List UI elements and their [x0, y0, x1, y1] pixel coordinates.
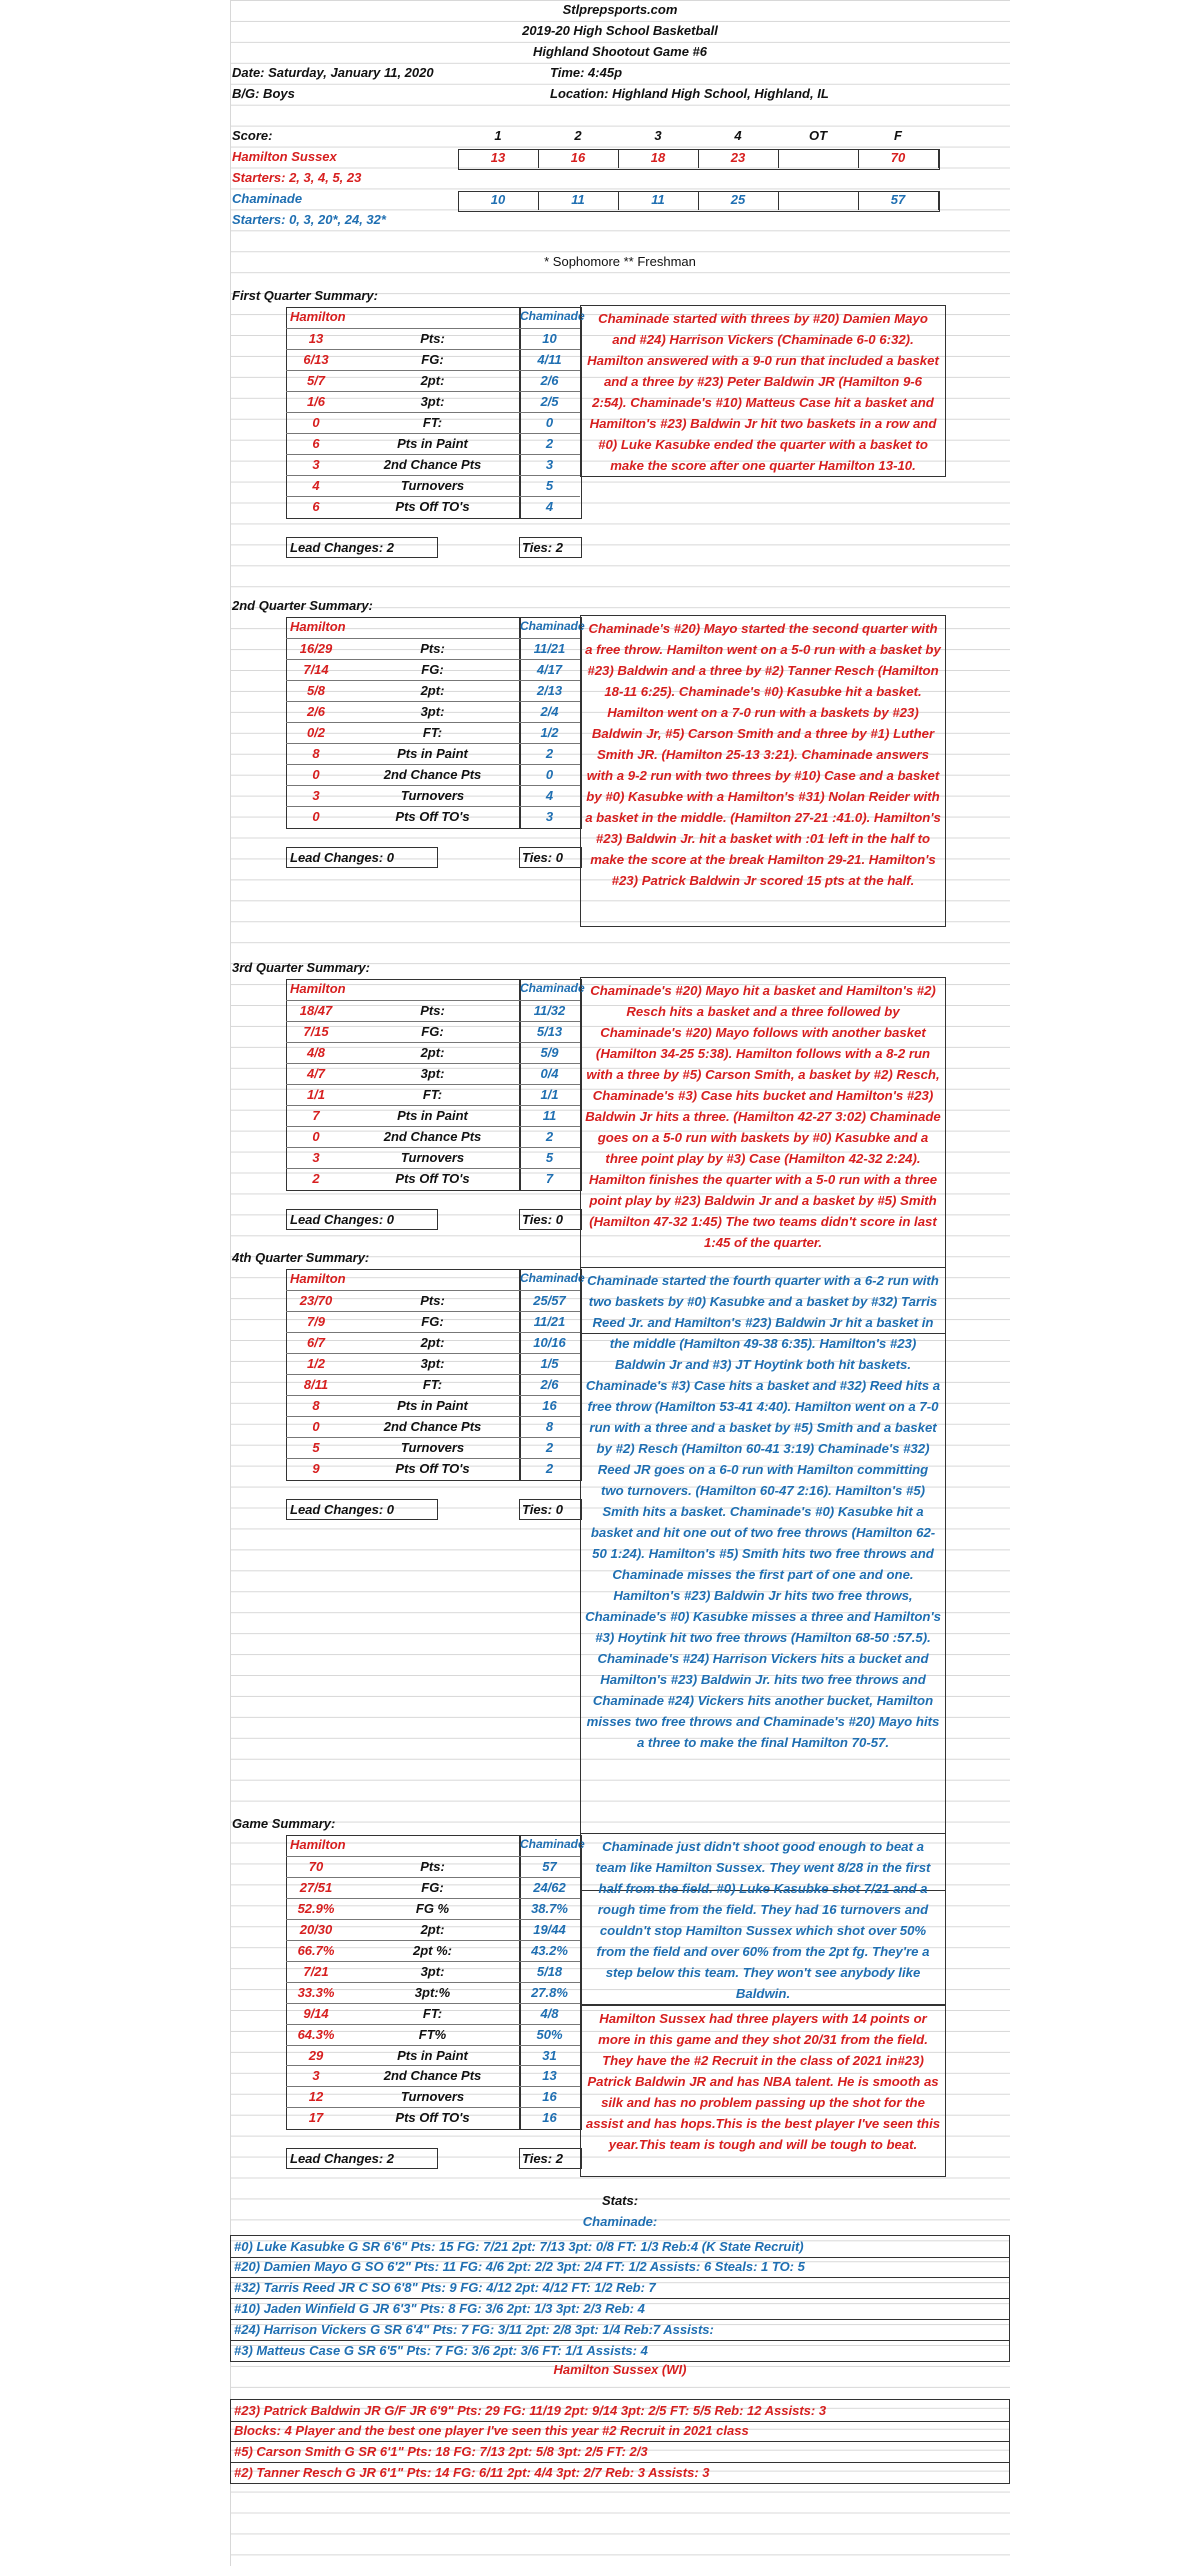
home-stat-value: 8/11 [303, 1376, 329, 1392]
quarter-narrative: Chaminade's #20) Mayo started the second quarter with a free throw. Hamilton went on a 5-0 run with a basket by #23) Baldwin and a three by #2) Tanner Resch (Hamilton 18-11 6:25). Chaminade's #0) Kasubke hit a basket. Hamilton went on a 7-0 run with a baskets by #23) Baldwin Jr, #5) Carson Smith and a three by #1) Luther Smith JR. (Hamilton 25-13 3:21). Chaminade answers with a 9-2 run with two threes by #10) Case and a basket by #0) Kasubke with a Hamilton's #31) Nolan Reider with a basket in the middle. (Hamilton 27-21 :41.0). Hamilton's #23) Baldwin Jr. hit a basket with :01 left in the half to make the score at the break Hamilton 29-21. Hamilton's #23) Patrick Baldwin Jr scored 15 pts at the half. [580, 615, 946, 927]
stat-label: 2nd Chance Pts [383, 2068, 482, 2084]
home-stat-value: 33.3% [297, 1984, 335, 2000]
row-divider [286, 370, 580, 371]
away-stat-value: 5 [545, 1149, 554, 1165]
score-period-header: F [894, 128, 902, 143]
row-divider [286, 1290, 580, 1291]
away-stat-value: 16 [542, 2089, 557, 2105]
home-stat-value: 2/6 [306, 703, 326, 719]
away-stat-value: 3 [545, 808, 554, 824]
away-stat-value: 5 [545, 477, 554, 493]
home-starters: Starters: 2, 3, 4, 5, 23 [232, 170, 362, 185]
home-stat-value: 7/21 [303, 1963, 329, 1979]
player-stat-line: #2) Tanner Resch G JR 6'1" Pts: 14 FG: 6/11 2pt: 4/4 3pt: 2/7 Reb: 3 Assists: 3 [230, 2462, 1010, 2484]
score-period-header: 1 [494, 128, 502, 143]
home-col-header: Hamilton [290, 619, 346, 634]
home-stat-value: 3 [312, 456, 320, 472]
stat-label: Pts in Paint [397, 1107, 468, 1123]
row-divider [286, 1898, 580, 1899]
away-stat-value: 2 [545, 1128, 554, 1144]
row-divider [286, 1961, 580, 1962]
away-stat-value: 24/62 [533, 1879, 566, 1895]
home-stat-value: 7/15 [303, 1023, 329, 1039]
home-stat-value: 6 [312, 498, 320, 514]
score-cell: 16 [538, 150, 619, 168]
home-col-header: Hamilton [290, 1837, 346, 1852]
away-stat-value: 11/21 [533, 640, 566, 656]
home-stat-value: 8 [312, 1397, 320, 1413]
away-stat-value: 0/4 [540, 1065, 559, 1081]
score-cell: 25 [698, 192, 779, 210]
row-divider [286, 2107, 580, 2108]
away-stat-value: 4 [545, 498, 554, 514]
away-team-name: Chaminade [232, 191, 303, 206]
home-stat-value: 0 [312, 1128, 320, 1144]
home-stat-value: 29 [308, 2047, 324, 2063]
row-divider [286, 2065, 580, 2066]
stat-label: FT: [422, 1086, 443, 1102]
ties: Ties: 0 [522, 1501, 563, 1517]
stat-label: Turnovers [400, 787, 465, 803]
stat-label: Turnovers [400, 1149, 465, 1165]
quarter-narrative: Chaminade started the fourth quarter with a 6-2 run with two baskets by #0) Kasubke and a basket by #32) Tarris Reed Jr. and Hamilton's #23) Baldwin Jr hit a basket in the middle (Hamilton 49-38 6:35). Hamilton's #23) Baldwin Jr and #3) JT Hoytink both hit baskets. Chaminade's #3) Case hits a basket and #32) Reed hits a free throw (Hamilton 53-41 4:40). Hamilton went on a 7-0 run with a three and a basket by #5) Smith and a basket by #2) Resch (Hamilton 60-41 3:19) Chaminade's #32) Reed JR goes on a 6-0 run with Hamilton committing two turnovers. (Hamilton 60-47 2:16). Hamilton's #5) Smith hits a basket. Chaminade's #0) Kasubke hit a basket and hit one out of two free throws (Hamilton 62-50 1:24). Hamilton's #5) Smith hits two free throws and Chaminade misses the first part of one and one. Hamilton's #23) Baldwin Jr hits two free throws, Chaminade's #0) Kasubke misses a three and Hamilton's #3) Hoytink hit two free throws (Hamilton 68-50 :57.5). Chaminade's #24) Harrison Vickers hits a bucket and Hamilton's #23) Baldwin Jr. hits two free throws and Chaminade #24) Vickers hits another bucket, Hamilton misses two free throws and Chaminade's #20) Mayo hits a three to make the final Hamilton 70-57. [580, 1267, 946, 1891]
home-stat-value: 0 [312, 766, 320, 782]
row-divider [286, 1374, 580, 1375]
stat-label: Pts: [420, 640, 445, 656]
away-stat-value: 50% [536, 2026, 563, 2042]
stat-label: 2nd Chance Pts [383, 456, 482, 472]
player-stat-line: #32) Tarris Reed JR C SO 6'8" Pts: 9 FG: 4/12 2pt: 4/12 FT: 1/2 Reb: 7 [230, 2277, 1010, 2299]
row-divider [286, 1021, 580, 1022]
home-stat-value: 1/2 [306, 1355, 326, 1371]
home-col-header: Hamilton [290, 1271, 346, 1286]
stat-label: Pts Off TO's [395, 2110, 470, 2126]
stat-label: 3pt: [420, 1355, 445, 1371]
site-title: Stlprepsports.com [562, 2, 678, 17]
row-divider [286, 475, 580, 476]
score-cell: 57 [858, 192, 939, 210]
stat-label: Pts Off TO's [395, 1460, 470, 1476]
stat-label: 2nd Chance Pts [383, 766, 482, 782]
quarter-narrative: Chaminade started with threes by #20) Damien Mayo and #24) Harrison Vickers (Chaminade 6-0 6:32). Hamilton answered with a 9-0 run that included a basket and a three by #23) Peter Baldwin JR (Hamilton 9-6 2:54). Chaminade's #10) Matteus Case hit a basket and Hamilton's #23) Baldwin Jr hit two baskets in a row and #0) Luke Kasubke ended the quarter with a basket to make the score after one quarter Hamilton 13-10. [580, 305, 946, 477]
row-divider [286, 638, 580, 639]
section-title: Game Summary: [232, 1816, 336, 1831]
away-stat-value: 0 [545, 766, 554, 782]
away-stat-value: 5/9 [540, 1044, 559, 1060]
row-divider [286, 496, 580, 497]
score-cell [778, 150, 859, 168]
stat-label: Pts in Paint [397, 1397, 468, 1413]
stat-label: FT% [418, 2026, 447, 2042]
row-divider [286, 2003, 580, 2004]
lead-changes: Lead Changes: 0 [290, 849, 395, 865]
stat-label: FG % [415, 1900, 450, 1916]
ties: Ties: 0 [522, 1211, 563, 1227]
row-divider [286, 1919, 580, 1920]
stat-label: Pts Off TO's [395, 1170, 470, 1186]
row-divider [286, 1353, 580, 1354]
home-stat-value: 3 [312, 787, 320, 803]
home-stat-value: 12 [308, 2089, 324, 2105]
home-stat-value: 52.9% [297, 1900, 335, 1916]
row-divider [286, 1126, 580, 1127]
away-col-header: Chaminade [520, 619, 585, 633]
gender: B/G: Boys [232, 86, 295, 101]
stat-label: Pts in Paint [397, 745, 468, 761]
ties: Ties: 2 [522, 539, 563, 555]
home-stat-value: 17 [308, 2110, 324, 2126]
stat-label: Pts Off TO's [395, 498, 470, 514]
home-stat-value: 6/7 [306, 1334, 326, 1350]
game-date: Date: Saturday, January 11, 2020 [232, 65, 434, 80]
away-stat-value: 10/16 [533, 1334, 566, 1350]
away-stat-value: 11/21 [533, 1313, 566, 1329]
stat-label: FT: [422, 1376, 443, 1392]
score-period-header: OT [808, 128, 828, 143]
row-divider [286, 1437, 580, 1438]
lead-changes: Lead Changes: 2 [290, 539, 395, 555]
away-stats-title: Chaminade: [582, 2214, 658, 2229]
game-narrative-chaminade: Chaminade just didn't shoot good enough to beat a team like Hamilton Sussex. They went 8/28 in the first half from the field. #0) Luke Kasubke shot 7/21 and a rough time from the field. They had 16 turnovers and couldn't stop Hamilton Sussex which shot over 50% from the field and over 60% from the 2pt fg. They're a step below this team. They won't see anybody like Baldwin. [580, 1833, 946, 2005]
stat-label: FG: [421, 1879, 444, 1895]
away-stat-value: 38.7% [531, 1900, 568, 1916]
row-divider [286, 1395, 580, 1396]
row-divider [286, 1063, 580, 1064]
away-stat-value: 43.2% [531, 1942, 568, 1958]
stat-label: 3pt: [420, 1963, 445, 1979]
away-stat-value: 25/57 [533, 1292, 566, 1308]
event-title: Highland Shootout Game #6 [532, 44, 708, 59]
away-stat-value: 8 [545, 1418, 554, 1434]
home-stat-value: 5/7 [306, 372, 326, 388]
away-stat-value: 16 [542, 1397, 557, 1413]
row-divider [286, 701, 580, 702]
away-stat-value: 57 [542, 1858, 557, 1874]
stat-label: Pts in Paint [397, 435, 468, 451]
away-col-header: Chaminade [520, 1271, 585, 1285]
stat-label: 3pt: [420, 1065, 445, 1081]
away-stat-value: 4/11 [537, 351, 562, 367]
home-stat-value: 8 [312, 745, 320, 761]
home-stats-title: Hamilton Sussex (WI) [553, 2362, 687, 2377]
class-legend: * Sophomore ** Freshman [544, 254, 696, 269]
stat-label: Pts Off TO's [395, 808, 470, 824]
row-divider [286, 1332, 580, 1333]
quarter-narrative: Chaminade's #20) Mayo hit a basket and Hamilton's #2) Resch hits a basket and a three followed by Chaminade's #20) Mayo follows with another basket (Hamilton 34-25 5:38). Hamilton follows with a 8-2 run with a three by #5) Carson Smith, a basket by #2) Resch, Chaminade's #3) Case hits bucket and Hamilton's #23) Baldwin Jr hits a three. (Hamilton 42-27 3:02) Chaminade goes on a 5-0 run with baskets by #0) Kasubke and a three point play by #3) Case (Hamilton 42-32 2:24). Hamilton finishes the quarter with a 5-0 run with a three point play by #23) Baldwin Jr and a basket by #5) Smith (Hamilton 47-32 1:45) The two teams didn't score in last 1:45 of the quarter. [580, 977, 946, 1334]
away-col-header: Chaminade [520, 309, 585, 323]
away-stat-value: 4/17 [536, 661, 563, 677]
stat-label: 2pt: [420, 682, 445, 698]
row-divider [286, 328, 580, 329]
lead-changes: Lead Changes: 0 [290, 1211, 395, 1227]
home-stat-value: 9/14 [303, 2005, 329, 2021]
home-stat-value: 1/1 [306, 1086, 326, 1102]
away-stat-value: 10 [542, 330, 557, 346]
away-stat-value: 7 [545, 1170, 554, 1186]
away-stat-value: 2/6 [540, 372, 559, 388]
home-col-header: Hamilton [290, 309, 346, 324]
lead-changes: Lead Changes: 2 [290, 2151, 395, 2167]
home-team-name: Hamilton Sussex [232, 149, 337, 164]
away-col-header: Chaminade [520, 981, 585, 995]
stats-title: Stats: [601, 2193, 639, 2208]
row-divider [286, 1084, 580, 1085]
score-cell: 70 [858, 150, 939, 168]
home-stat-value: 1/6 [306, 393, 326, 409]
score-cell [778, 192, 859, 210]
row-divider [286, 1982, 580, 1983]
game-narrative-hamilton: Hamilton Sussex had three players with 14 points or more in this game and they shot 20/31 from the field. They have the #2 Recruit in the class of 2021 in#23) Patrick Baldwin JR and has NBA talent. He is smooth as silk and has no problem passing up the shot for the assist and has hops.This is the best player I've seen this year.This team is tough and will be tough to beat. [580, 2005, 946, 2177]
section-title: First Quarter Summary: [232, 288, 378, 303]
home-stat-value: 13 [308, 330, 324, 346]
score-cell: 10 [458, 192, 539, 210]
stat-label: Turnovers [400, 477, 465, 493]
ties: Ties: 0 [522, 849, 563, 865]
row-divider [286, 1105, 580, 1106]
home-stat-value: 6 [312, 435, 320, 451]
away-stat-value: 1/2 [540, 724, 559, 740]
location: Location: Highland High School, Highland, IL [550, 86, 829, 101]
stat-label: Pts: [420, 1292, 445, 1308]
score-label: Score: [232, 128, 273, 143]
home-stat-value: 4 [312, 477, 320, 493]
home-stat-value: 0/2 [306, 724, 326, 740]
stat-label: FG: [421, 1313, 444, 1329]
away-stat-value: 2 [545, 1439, 554, 1455]
home-stat-value: 23/70 [299, 1292, 333, 1308]
score-period-header: 3 [654, 128, 662, 143]
row-divider [286, 1000, 580, 1001]
lead-changes: Lead Changes: 0 [290, 1501, 395, 1517]
away-stat-value: 11/32 [533, 1002, 566, 1018]
away-stat-value: 13 [542, 2068, 557, 2084]
stat-label: Pts: [420, 330, 445, 346]
stat-label: FG: [421, 661, 444, 677]
player-stat-line: #20) Damien Mayo G SO 6'2" Pts: 11 FG: 4/6 2pt: 2/2 3pt: 2/4 FT: 1/2 Assists: 6 Steals: 1 TO: 5 [230, 2256, 1010, 2278]
row-divider [286, 1311, 580, 1312]
row-divider [286, 2045, 580, 2046]
row-divider [286, 1940, 580, 1941]
season-title: 2019-20 High School Basketball [522, 23, 718, 38]
stat-label: FT: [422, 2005, 443, 2021]
player-stat-line: #3) Matteus Case G SR 6'5" Pts: 7 FG: 3/6 2pt: 3/6 FT: 1/1 Assists: 4 [230, 2340, 1010, 2362]
stat-label: 2pt: [420, 372, 445, 388]
row-divider [286, 1458, 580, 1459]
stat-label: Pts: [420, 1858, 445, 1874]
home-stat-value: 2 [312, 1170, 320, 1186]
away-stat-value: 2/6 [540, 1376, 559, 1392]
spreadsheet [230, 0, 1010, 2566]
away-stat-value: 16 [542, 2110, 557, 2126]
home-stat-value: 9 [312, 1460, 320, 1476]
row-divider [286, 1147, 580, 1148]
away-stat-value: 27.8% [531, 1984, 568, 2000]
away-stat-value: 11 [542, 1107, 557, 1123]
stat-label: FT: [422, 414, 443, 430]
away-stat-value: 2/4 [540, 703, 559, 719]
stat-label: FG: [421, 1023, 444, 1039]
player-stat-line: #24) Harrison Vickers G SR 6'4" Pts: 7 FG: 3/11 2pt: 2/8 3pt: 1/4 Reb:7 Assists: [230, 2319, 1010, 2341]
home-stat-value: 3 [312, 1149, 320, 1165]
stat-label: 3pt: [420, 393, 445, 409]
stat-label: 3pt:% [414, 1984, 451, 2000]
score-cell: 11 [618, 192, 699, 210]
stat-label: 2nd Chance Pts [383, 1128, 482, 1144]
stat-label: 2pt: [420, 1921, 445, 1937]
away-stat-value: 5/13 [536, 1023, 563, 1039]
home-stat-value: 70 [308, 1858, 324, 1874]
away-stat-value: 4 [545, 787, 554, 803]
player-stat-line: #5) Carson Smith G SR 6'1" Pts: 18 FG: 7/13 2pt: 5/8 3pt: 2/5 FT: 2/3 [230, 2441, 1010, 2463]
stat-label: 2pt: [420, 1334, 445, 1350]
row-divider [286, 412, 580, 413]
row-divider [286, 659, 580, 660]
away-stat-value: 4/8 [540, 2005, 559, 2021]
score-cell: 11 [538, 192, 619, 210]
home-stat-value: 64.3% [297, 2026, 335, 2042]
score-period-header: 4 [734, 128, 742, 143]
stat-label: Pts in Paint [397, 2047, 468, 2063]
stat-label: FT: [422, 724, 443, 740]
player-stat-line: #10) Jaden Winfield G JR 6'3" Pts: 8 FG: 3/6 2pt: 1/3 3pt: 2/3 Reb: 4 [230, 2298, 1010, 2320]
game-time: Time: 4:45p [550, 65, 623, 80]
player-stat-line: #23) Patrick Baldwin JR G/F JR 6'9" Pts: 29 FG: 11/19 2pt: 9/14 3pt: 2/5 FT: 5/5 Reb: 12 Assists: 3 [230, 2399, 1010, 2422]
away-starters: Starters: 0, 3, 20*, 24, 32* [232, 212, 386, 227]
ties: Ties: 2 [522, 2151, 563, 2167]
away-stat-value: 2 [545, 1460, 554, 1476]
row-divider [286, 806, 580, 807]
player-stat-line: Blocks: 4 Player and the best one player I've seen this year #2 Recruit in 2021 class [230, 2420, 1010, 2442]
player-stat-line: #0) Luke Kasubke G SR 6'6" Pts: 15 FG: 7/21 2pt: 7/13 3pt: 0/8 FT: 1/3 Reb:4 (K State Recruit) [230, 2235, 1010, 2258]
away-stat-value: 2/13 [536, 682, 563, 698]
home-stat-value: 4/7 [306, 1065, 326, 1081]
stat-label: Pts: [420, 1002, 445, 1018]
away-stat-value: 5/18 [536, 1963, 563, 1979]
row-divider [286, 2024, 580, 2025]
home-stat-value: 4/8 [306, 1044, 326, 1060]
home-stat-value: 7/9 [306, 1313, 326, 1329]
row-divider [286, 743, 580, 744]
away-col-header: Chaminade [520, 1837, 585, 1851]
home-stat-value: 66.7% [297, 1942, 335, 1958]
home-stat-value: 0 [312, 808, 320, 824]
stat-label: Turnovers [400, 1439, 465, 1455]
away-stat-value: 31 [542, 2047, 557, 2063]
home-stat-value: 18/47 [299, 1002, 333, 1018]
home-stat-value: 27/51 [299, 1879, 333, 1895]
stat-label: 2pt %: [413, 1942, 452, 1958]
row-divider [286, 785, 580, 786]
home-stat-value: 7/14 [303, 661, 329, 677]
home-stat-value: 5 [312, 1439, 320, 1455]
home-stat-value: 20/30 [299, 1921, 333, 1937]
away-stat-value: 0 [545, 414, 554, 430]
row-divider [286, 1416, 580, 1417]
home-stat-value: 5/8 [306, 682, 326, 698]
score-period-header: 2 [574, 128, 582, 143]
away-stat-value: 1/1 [540, 1086, 559, 1102]
stat-label: Turnovers [400, 2089, 465, 2105]
section-title: 4th Quarter Summary: [232, 1250, 370, 1265]
home-stat-value: 0 [312, 414, 320, 430]
home-stat-value: 0 [312, 1418, 320, 1434]
away-stat-value: 2/5 [540, 393, 559, 409]
score-cell: 23 [698, 150, 779, 168]
row-divider [286, 1042, 580, 1043]
home-stat-value: 7 [312, 1107, 320, 1123]
row-divider [286, 454, 580, 455]
row-divider [286, 349, 580, 350]
home-stat-value: 16/29 [299, 640, 333, 656]
row-divider [286, 722, 580, 723]
row-divider [286, 1168, 580, 1169]
away-stat-value: 1/5 [540, 1355, 559, 1371]
section-title: 2nd Quarter Summary: [232, 598, 373, 613]
away-stat-value: 2 [545, 745, 554, 761]
home-stat-value: 3 [312, 2068, 320, 2084]
row-divider [286, 2086, 580, 2087]
score-cell: 13 [458, 150, 539, 168]
row-divider [286, 1877, 580, 1878]
score-cell: 18 [618, 150, 699, 168]
stat-label: 3pt: [420, 703, 445, 719]
row-divider [286, 764, 580, 765]
home-stat-value: 6/13 [303, 351, 329, 367]
stat-label: 2pt: [420, 1044, 445, 1060]
stat-label: 2nd Chance Pts [383, 1418, 482, 1434]
section-title: 3rd Quarter Summary: [232, 960, 370, 975]
away-stat-value: 3 [545, 456, 554, 472]
row-divider [286, 1856, 580, 1857]
away-stat-value: 2 [545, 435, 554, 451]
row-divider [286, 680, 580, 681]
home-col-header: Hamilton [290, 981, 346, 996]
stat-label: FG: [421, 351, 444, 367]
away-stat-value: 19/44 [533, 1921, 566, 1937]
row-divider [286, 433, 580, 434]
row-divider [286, 391, 580, 392]
